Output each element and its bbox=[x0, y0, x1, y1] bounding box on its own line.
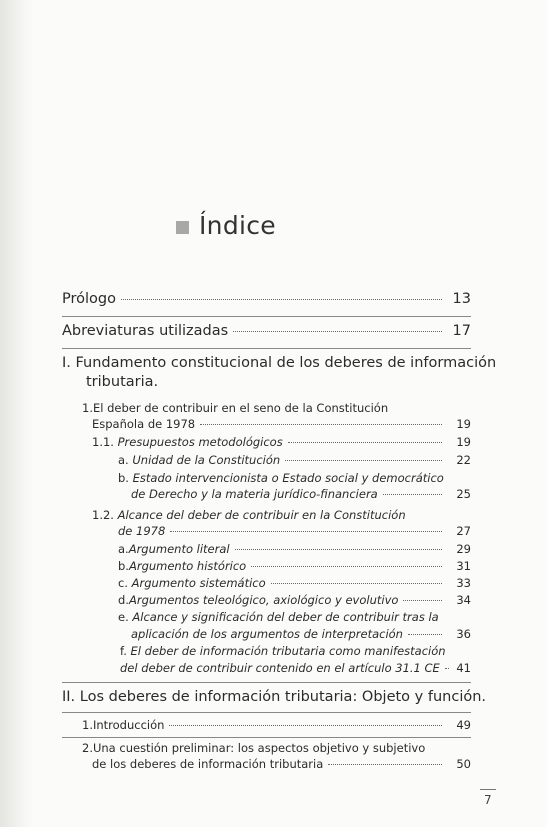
toc-label: Argumento histórico bbox=[128, 559, 247, 573]
toc-num: 1.1. bbox=[92, 435, 114, 449]
dot-leader bbox=[408, 634, 442, 635]
toc-label: Argumento literal bbox=[128, 542, 230, 556]
dot-leader bbox=[200, 424, 442, 425]
dot-leader bbox=[170, 531, 442, 532]
dot-leader bbox=[445, 668, 449, 669]
toc-entry-1-2-e-cont[interactable] bbox=[131, 627, 471, 641]
divider bbox=[62, 348, 471, 349]
divider bbox=[62, 712, 471, 713]
page-edge-shadow bbox=[0, 0, 34, 827]
toc-label: de Derecho y la materia jurídico-financiera bbox=[131, 487, 378, 501]
toc-page: 34 bbox=[456, 593, 471, 607]
dot-leader bbox=[285, 460, 442, 461]
dot-leader bbox=[233, 331, 442, 332]
page-number-rule bbox=[480, 789, 496, 790]
toc-entry-1-cont[interactable] bbox=[92, 417, 471, 431]
toc-label: Unidad de la Constitución bbox=[132, 453, 281, 467]
toc-num: 1.2. bbox=[92, 508, 114, 522]
toc-page: 41 bbox=[456, 661, 471, 675]
dot-leader bbox=[251, 566, 442, 567]
toc-page: 36 bbox=[456, 627, 471, 641]
toc-entry-1-2-b[interactable] bbox=[118, 559, 471, 573]
toc-num: f. bbox=[120, 644, 127, 658]
toc-num: e. bbox=[118, 610, 129, 624]
toc-label: de los deberes de información tributaria bbox=[92, 757, 324, 771]
toc-num: d. bbox=[118, 593, 129, 607]
dot-leader bbox=[235, 549, 442, 550]
toc-entry-2-2[interactable]: 2.Una cuestión preliminar: los aspectos objetivo y subjetivo bbox=[82, 741, 426, 755]
toc-label: Estado intervencionista o Estado social y democrático bbox=[132, 471, 444, 485]
dot-leader bbox=[121, 299, 442, 300]
toc-entry-abreviaturas[interactable] bbox=[62, 323, 471, 339]
toc-num: a. bbox=[118, 542, 129, 556]
toc-page: 22 bbox=[456, 453, 471, 467]
toc-entry-1-1-b-cont[interactable] bbox=[131, 487, 471, 501]
toc-label: del deber de contribuir contenido en el artículo 31.1 CE bbox=[120, 661, 440, 675]
index-heading bbox=[176, 205, 276, 245]
toc-entry-1-1[interactable] bbox=[92, 435, 471, 449]
divider bbox=[62, 737, 471, 738]
chapter-2-title[interactable]: II. Los deberes de información tributaria: Objeto y función. bbox=[62, 689, 487, 705]
toc-entry-1-2-c[interactable] bbox=[118, 576, 471, 590]
page-number: 7 bbox=[484, 793, 492, 807]
toc-entry-1-2-f-cont[interactable] bbox=[120, 661, 471, 675]
toc-label: 1.Introducción bbox=[82, 718, 165, 732]
toc-label: Alcance y significación del deber de contribuir tras la bbox=[132, 610, 439, 624]
toc-entry-2-1[interactable] bbox=[82, 718, 471, 732]
dot-leader bbox=[169, 725, 442, 726]
toc-page: 27 bbox=[456, 524, 471, 538]
toc-entry-1-2[interactable] bbox=[92, 508, 406, 522]
toc-label: Argumentos teleológico, axiológico y evolutivo bbox=[128, 593, 399, 607]
toc-num: a. bbox=[118, 453, 129, 467]
toc-label: Prólogo bbox=[62, 291, 116, 307]
toc-entry-2-2-cont[interactable] bbox=[92, 757, 471, 771]
toc-label: aplicación de los argumentos de interpretación bbox=[131, 627, 403, 641]
toc-entry-1-2-a[interactable] bbox=[118, 542, 471, 556]
toc-label: Argumento sistemático bbox=[131, 576, 266, 590]
chapter-1-title-cont: tributaria. bbox=[86, 374, 159, 390]
toc-entry-prologo[interactable] bbox=[62, 291, 471, 307]
toc-label: de 1978 bbox=[118, 524, 166, 538]
toc-num: b. bbox=[118, 559, 129, 573]
toc-entry-1-2-d[interactable] bbox=[118, 593, 471, 607]
toc-entry-1-1-a[interactable] bbox=[118, 453, 471, 467]
toc-entry-1-1-b[interactable] bbox=[118, 471, 444, 485]
toc-page: 25 bbox=[456, 487, 471, 501]
toc-label: Abreviaturas utilizadas bbox=[62, 323, 229, 339]
dot-leader bbox=[383, 494, 442, 495]
toc-page: 50 bbox=[456, 757, 471, 771]
chapter-1-title[interactable]: I. Fundamento constitucional de los deberes de información bbox=[62, 355, 497, 371]
dot-leader bbox=[288, 442, 442, 443]
toc-page: 17 bbox=[452, 323, 471, 339]
toc-label: Presupuestos metodológicos bbox=[117, 435, 283, 449]
toc-page: 19 bbox=[456, 417, 471, 431]
divider bbox=[62, 682, 471, 683]
toc-page: 49 bbox=[456, 718, 471, 732]
toc-entry-1-2-f[interactable] bbox=[120, 644, 446, 658]
toc-page: 19 bbox=[456, 435, 471, 449]
toc-label: El deber de información tributaria como manifestación bbox=[130, 644, 446, 658]
square-bullet-icon bbox=[176, 221, 189, 234]
toc-label: Española de 1978 bbox=[92, 417, 196, 431]
toc-label: Alcance del deber de contribuir en la Constitución bbox=[117, 508, 406, 522]
toc-entry-1-2-cont[interactable] bbox=[118, 524, 471, 538]
toc-page: 29 bbox=[456, 542, 471, 556]
dot-leader bbox=[403, 600, 442, 601]
index-title: Índice bbox=[199, 210, 276, 240]
divider bbox=[62, 316, 471, 317]
toc-num: c. bbox=[118, 576, 128, 590]
toc-entry-1[interactable]: 1.El deber de contribuir en el seno de la Constitución bbox=[82, 401, 389, 415]
toc-num: b. bbox=[118, 471, 129, 485]
toc-entry-1-2-e[interactable] bbox=[118, 610, 439, 624]
toc-page: 31 bbox=[456, 559, 471, 573]
dot-leader bbox=[271, 583, 442, 584]
toc-page: 13 bbox=[452, 291, 471, 307]
dot-leader bbox=[328, 764, 442, 765]
toc-page: 33 bbox=[456, 576, 471, 590]
